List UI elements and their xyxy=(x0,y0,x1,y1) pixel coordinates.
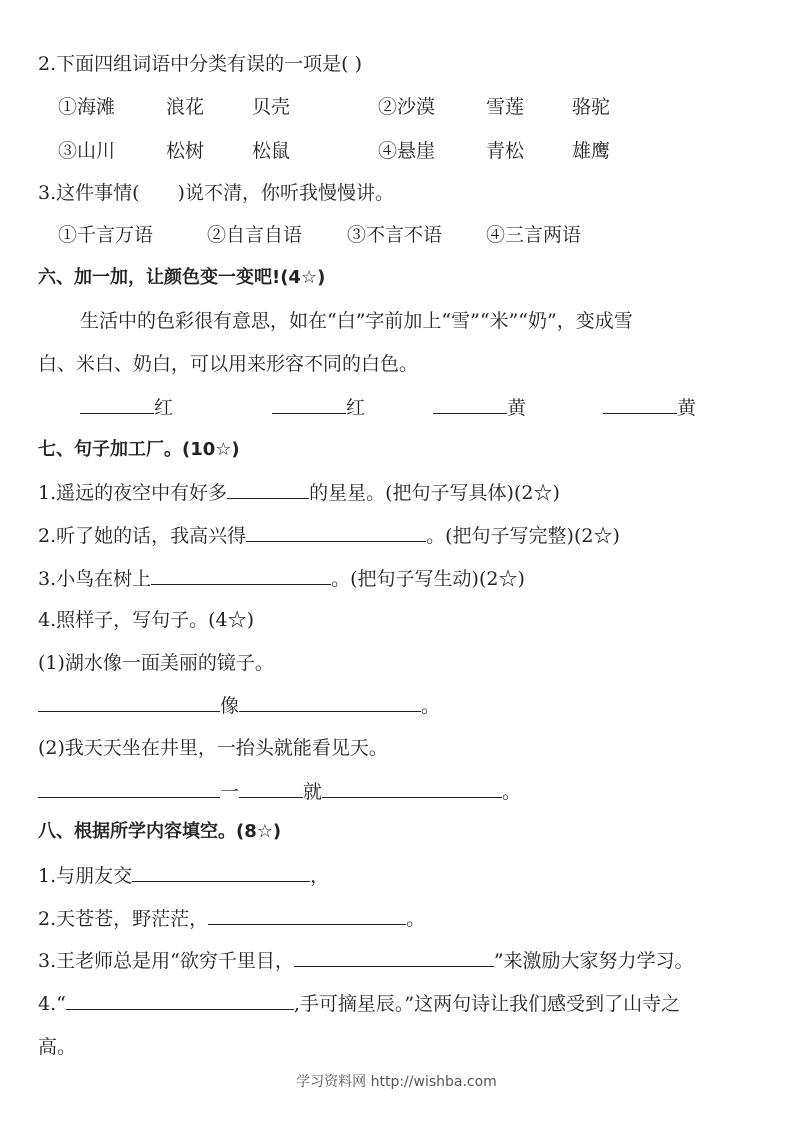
fill-1-blank[interactable] xyxy=(132,861,310,882)
color-fill-3-blank[interactable] xyxy=(433,393,507,414)
q2-group3-item1: ③山川 xyxy=(58,140,116,162)
example-2-blank-1[interactable] xyxy=(38,777,220,798)
color-fill-1 xyxy=(80,393,173,422)
example-1-blank-1[interactable] xyxy=(38,691,220,712)
fill-2 xyxy=(38,904,425,933)
q3-stem xyxy=(38,179,394,207)
color-fill-2 xyxy=(272,393,365,422)
q2-group2-item1: ②沙漠 xyxy=(378,96,436,118)
fill-1 xyxy=(38,861,329,890)
fill-4-blank[interactable] xyxy=(66,989,294,1010)
q3-option-4: ④三言两语 xyxy=(486,224,582,246)
section-6-paragraph-line2: 白、米白、奶白，可以用来形容不同的白色。 xyxy=(38,353,419,375)
fill-3 xyxy=(38,946,694,975)
fill-3-end: ”来激励大家努力学习。 xyxy=(493,950,694,972)
sentence-1-end: 的星星。(把句子写具体)(2☆) xyxy=(309,482,560,504)
sentence-3 xyxy=(38,564,525,593)
color-fill-4 xyxy=(603,393,696,422)
q2-group3-item3: 松鼠 xyxy=(252,140,291,162)
q2-group3-item2: 松树 xyxy=(166,140,205,162)
q3-stem-end: )说不清，你听我慢慢讲。 xyxy=(177,182,394,204)
section-6-paragraph-line1: 生活中的色彩很有意思，如在“白”字前加上“雪”“米”“奶”，变成雪 xyxy=(80,310,633,332)
q2-group1-item3: 贝壳 xyxy=(252,96,291,118)
q2-group4-item2: 青松 xyxy=(486,140,525,162)
color-fill-1-blank[interactable] xyxy=(80,393,154,414)
sentence-2-blank[interactable] xyxy=(246,521,426,542)
example-2: (2)我天天坐在井里，一抬头就能看见天。 xyxy=(38,737,388,759)
sentence-3-end: 。(把句子写生动)(2☆) xyxy=(331,568,525,590)
fill-2-end: 。 xyxy=(406,908,426,930)
section-6-title: 六、加一加，让颜色变一变吧!(4☆) xyxy=(38,267,326,288)
fill-2-blank[interactable] xyxy=(208,904,406,925)
example-1-mid: 像 xyxy=(220,695,240,717)
color-fill-2-char: 红 xyxy=(346,397,366,419)
section-8-title: 八、根据所学内容填空。(8☆) xyxy=(38,821,282,842)
example-2-answer xyxy=(38,777,521,806)
fill-4-end: ,手可摘星辰。”这两句诗让我们感受到了山寺之 xyxy=(293,993,681,1015)
q3-option-3: ③不言不语 xyxy=(347,224,443,246)
q2-stem: 2.下面四组词语中分类有误的一项是( ) xyxy=(38,53,362,75)
example-2-mid-1: 一 xyxy=(220,781,240,803)
q3-stem-start: 3.这件事情( xyxy=(38,182,140,204)
color-fill-4-char: 黄 xyxy=(677,397,697,419)
q2-group4-item1: ④悬崖 xyxy=(378,140,436,162)
sentence-2 xyxy=(38,521,620,550)
sentence-1-blank[interactable] xyxy=(227,478,309,499)
sentence-2-start: 2.听了她的话，我高兴得 xyxy=(38,525,247,547)
sentence-2-end: 。(把句子写完整)(2☆) xyxy=(426,525,620,547)
sentence-3-start: 3.小鸟在树上 xyxy=(38,568,152,590)
color-fill-4-blank[interactable] xyxy=(603,393,677,414)
q2-group1-item2: 浪花 xyxy=(166,96,205,118)
example-1: (1)湖水像一面美丽的镜子。 xyxy=(38,652,274,674)
example-2-mid-2: 就 xyxy=(303,781,323,803)
fill-3-blank[interactable] xyxy=(294,946,494,967)
section-7-title: 七、句子加工厂。(10☆) xyxy=(38,439,240,460)
fill-4-start: 4.“ xyxy=(38,993,66,1015)
footer-watermark: 学习资料网 http://wishba.com xyxy=(296,1074,497,1090)
example-2-blank-3[interactable] xyxy=(322,777,502,798)
example-2-blank-2[interactable] xyxy=(239,777,303,798)
q2-group4-item3: 雄鹰 xyxy=(572,140,611,162)
fill-3-start: 3.王老师总是用“欲穷千里目， xyxy=(38,950,294,972)
example-2-end: 。 xyxy=(502,781,522,803)
fill-1-end: ， xyxy=(310,865,330,887)
fill-1-start: 1.与朋友交 xyxy=(38,865,133,887)
example-1-answer xyxy=(38,691,440,720)
example-1-blank-2[interactable] xyxy=(239,691,421,712)
q2-group1-item1: ①海滩 xyxy=(58,96,116,118)
color-fill-2-blank[interactable] xyxy=(272,393,346,414)
q3-option-2: ②自言自语 xyxy=(207,224,303,246)
sentence-1-start: 1.遥远的夜空中有好多 xyxy=(38,482,228,504)
color-fill-1-char: 红 xyxy=(154,397,174,419)
sentence-3-blank[interactable] xyxy=(151,564,331,585)
color-fill-3 xyxy=(433,393,526,422)
q3-option-1: ①千言万语 xyxy=(58,224,154,246)
fill-2-start: 2.天苍苍，野茫茫， xyxy=(38,908,209,930)
sentence-4-instruction: 4.照样子，写句子。(4☆) xyxy=(38,609,255,631)
sentence-1 xyxy=(38,478,560,507)
color-fill-3-char: 黄 xyxy=(507,397,527,419)
example-1-end: 。 xyxy=(421,695,441,717)
q2-group2-item2: 雪莲 xyxy=(486,96,525,118)
q2-group2-item3: 骆驼 xyxy=(572,96,611,118)
fill-4-continuation: 高。 xyxy=(38,1036,77,1058)
fill-4 xyxy=(38,989,680,1018)
